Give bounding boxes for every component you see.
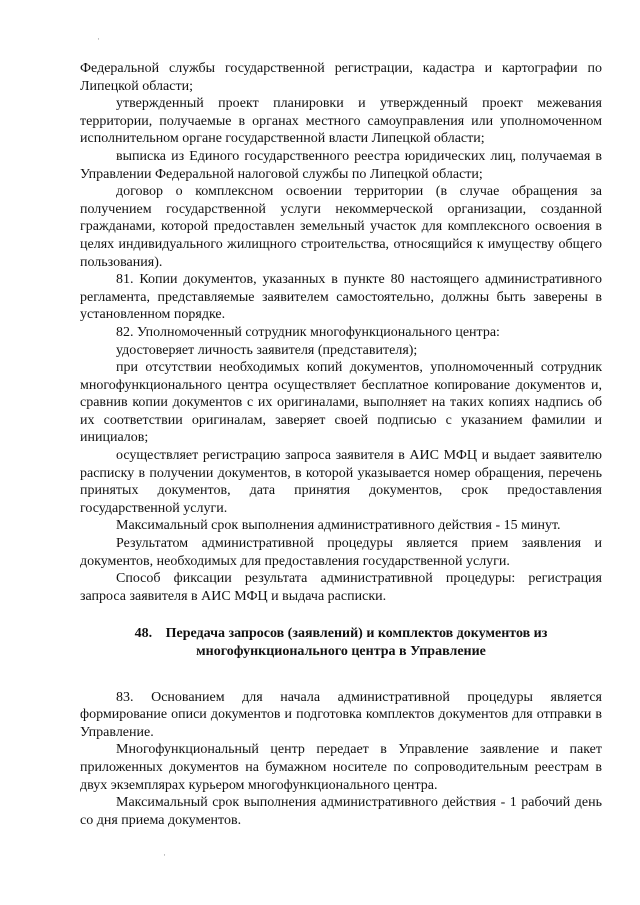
document-page bbox=[80, 60, 602, 829]
paragraph: 81. Копии документов, указанных в пункте 80 настоящего административного регламента, представляемые заявителем самостоятельно, должны быть заверены в установленном порядке. bbox=[80, 272, 602, 323]
paragraph: выписка из Единого государственного реестра юридических лиц, получаемая в Управлении Федеральной налоговой службы по Липецкой области; bbox=[80, 148, 602, 182]
paragraph: удостоверяет личность заявителя (представителя); bbox=[116, 342, 418, 358]
paragraph: Максимальный срок выполнения административного действия - 15 минут. bbox=[116, 518, 561, 534]
section-number: 48. bbox=[134, 626, 153, 642]
paragraph: Максимальный срок выполнения административного действия - 1 рабочий день со дня приема документов. bbox=[80, 795, 602, 828]
paragraphs-bottom bbox=[80, 689, 602, 830]
paragraph: Федеральной службы государственной регистрации, кадастра и картографии по Липецкой области; bbox=[80, 61, 602, 94]
section-heading bbox=[80, 625, 602, 660]
paragraphs-top bbox=[80, 60, 602, 605]
paragraph: Способ фиксации результата административной процедуры: регистрация запроса заявителя в АИС МФЦ и выдача расписки. bbox=[80, 571, 602, 604]
paragraph: договор о комплексном освоении территории (в случае обращения за получением государственной услуги некоммерческой организации, созданной гражданами, которой предоставлен земельный участок для комплексного освоения в целях индивидуального жилищного строительства, относящийся к имуществу общего пользования). bbox=[80, 184, 602, 270]
paragraph: утвержденный проект планировки и утвержденный проект межевания территории, получаемые в органах местного самоуправления или уполномоченном исполнительном органе государственной власти Липецкой области; bbox=[80, 96, 602, 147]
paragraph: осуществляет регистрацию запроса заявителя в АИС МФЦ и выдает заявителю расписку в получении документов, в которой указывается номер обращения, перечень принятых документов, дата принятия документов, срок предоставления государственной услуги. bbox=[80, 448, 602, 516]
paragraph: 83. Основанием для начала административной процедуры является формирование описи документов и подготовка комплектов документов для отправки в Управление. bbox=[80, 689, 602, 740]
paragraph: Многофункциональный центр передает в Управление заявление и пакет приложенных документов на бумажном носителе по сопроводительным реестрам в двух экземплярах курьером многофункционального центра. bbox=[80, 742, 602, 793]
paragraph: при отсутствии необходимых копий документов, уполномоченный сотрудник многофункционального центра осуществляет бесплатное копирование документов и, сравнив копии документов с их оригиналами, выполняет на таких копиях надпись об их соответствии оригиналам, заверяет своей подписью с указанием фамилии и инициалов; bbox=[80, 360, 602, 446]
top-scan-mark: · bbox=[97, 34, 100, 44]
section-title: Передача запросов (заявлений) и комплектов документов из многофункционального центра в Управление bbox=[165, 626, 548, 659]
bottom-scan-mark: · bbox=[163, 850, 166, 860]
paragraph: 82. Уполномоченный сотрудник многофункционального центра: bbox=[116, 324, 500, 340]
paragraph: Результатом административной процедуры является прием заявления и документов, необходимых для предоставления государственной услуги. bbox=[80, 536, 602, 569]
